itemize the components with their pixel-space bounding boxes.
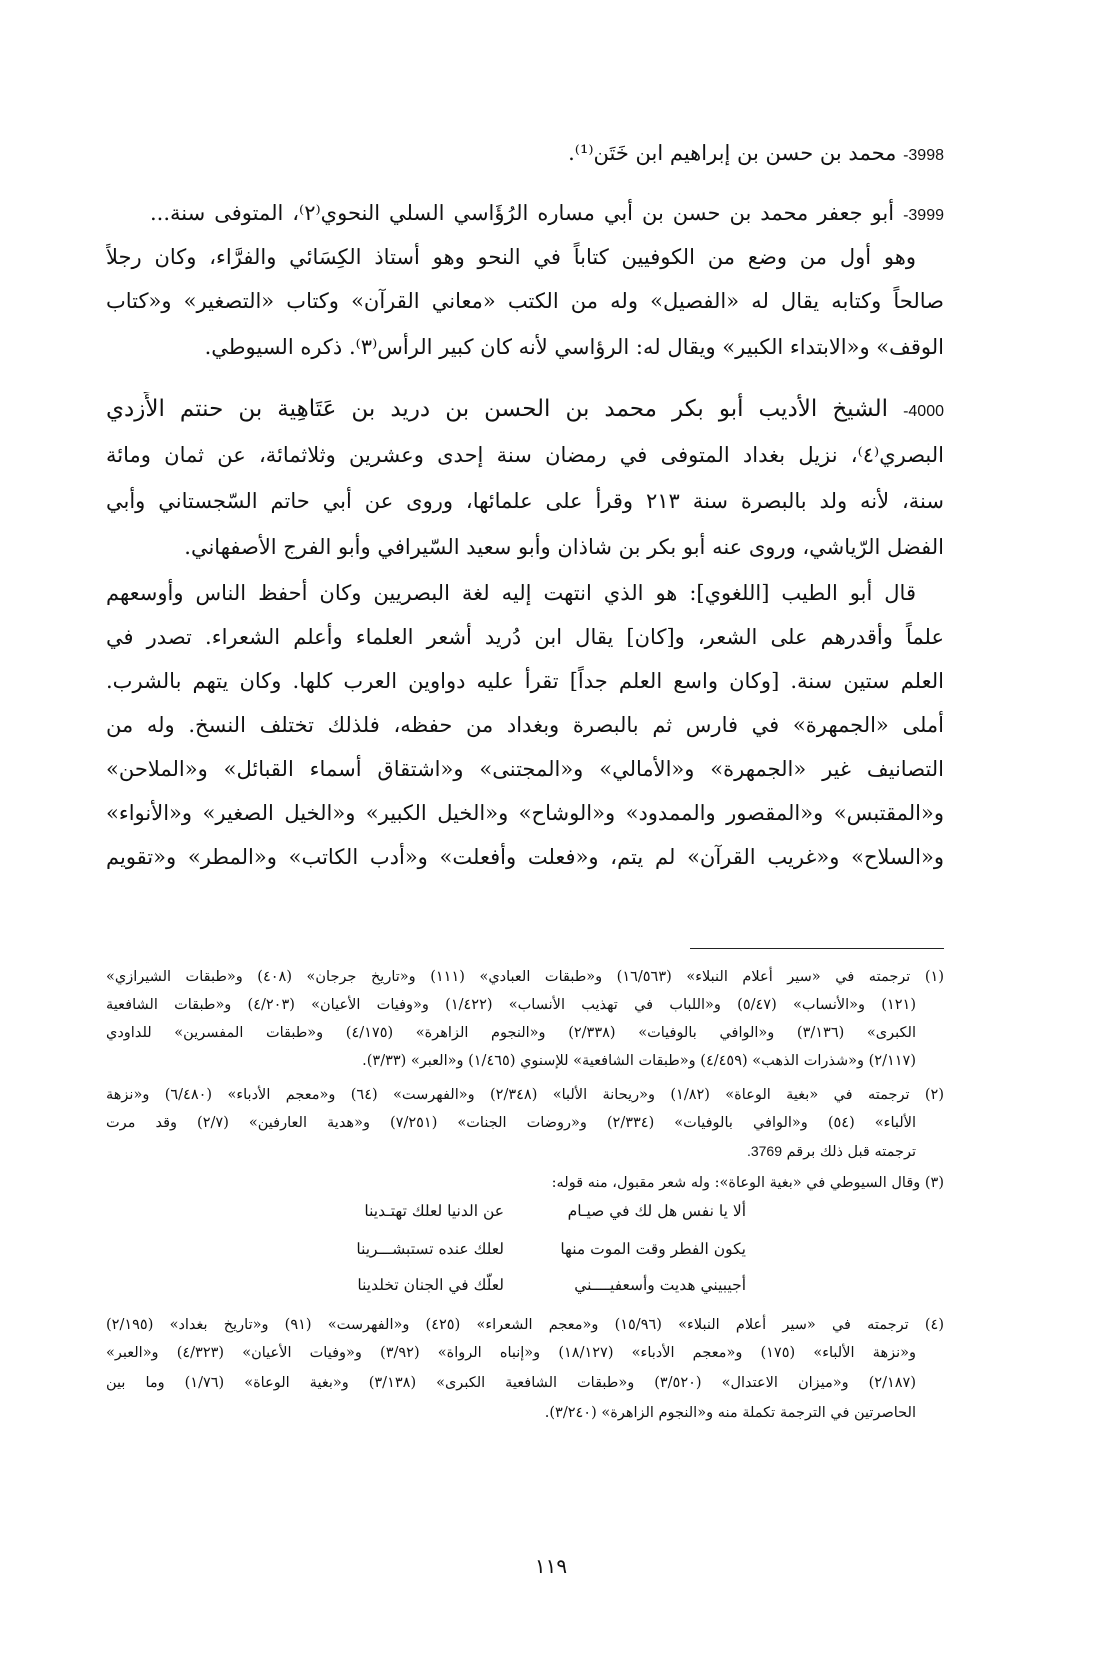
- entry-3999-line: [150, 196, 944, 236]
- footnote-2-line: (٢) ترجمته في «بغية الوعاة» (١/٨٢) و«ريحانة الألبا» (٢/٣٤٨) و«الفهرست» (٦٤) و«معجم الأدباء» (٦/٤٨٠) و«نزهة: [106, 1087, 944, 1103]
- footnote-4-line: (٤) ترجمته في «سير أعلام النبلاء» (١٥/٩٦) و«معجم الشعراء» (٤٢٥) و«الفهرست» (٩١) و«تاريخ بغداد» (٢/١٩٥): [106, 1317, 944, 1333]
- entry-4000-line: الفضل الرّياشي، وروى عنه أبو بكر بن شاذان وأبو سعيد السّيرافي وأبو الفرج الأصفهاني.: [184, 535, 944, 559]
- entry-number: 3998-: [903, 147, 944, 164]
- entry-text: أبو جعفر محمد بن حسن بن أبي مساره الرُؤَاسي السلي النحوي⁽٢⁾، المتوفى سنة...: [150, 201, 895, 225]
- footnote-4-line: الحاصرتين في الترجمة تكملة منه و«النجوم الزاهرة» (٣/٢٤٠).: [544, 1405, 916, 1421]
- page-number: ١١٩: [534, 1554, 568, 1578]
- verse-left-hemistich: عن الدنيا لعلك تهتـدينا: [364, 1202, 504, 1220]
- entry-4000-line: التصانيف غير «الجمهرة» و«الأمالي» و«المجتنى» و«اشتقاق أسماء القبائل» و«الملاحن»: [106, 757, 944, 781]
- footnote-4-line: و«نزهة الألباء» (١٧٥) و«معجم الأدباء» (١٨/١٢٧) و«إنباه الرواة» (٣/٩٢) و«وفيات الأعيان» (٤/٣٢٣) و«العبر»: [106, 1345, 916, 1361]
- cross-reference-number: 3769.: [746, 1143, 783, 1159]
- entry-text: الشيخ الأديب أبو بكر محمد بن الحسن بن دريد بن عَتَاهِية بن حنتم الأَزدي: [106, 396, 889, 422]
- footnote-text: ترجمته قبل ذلك برقم: [786, 1144, 916, 1160]
- footnote-1-line: (١٢١) و«الأنساب» (٥/٤٧) و«اللباب في تهذيب الأنساب» (١/٤٢٢) و«وفيات الأعيان» (٤/٢٠٣) و«طبقات الشافعية: [106, 997, 916, 1013]
- entry-4000-line: البصري⁽٤⁾، نزيل بغداد المتوفى في رمضان سنة إحدى وعشرين وثلاثمائة، عن ثمان ومائة: [106, 443, 944, 467]
- footnote-4-line: (٢/١٨٧) و«ميزان الاعتدال» (٣/٥٢٠) و«طبقات الشافعية الكبرى» (٣/١٣٨) و«بغية الوعاة» (١/٧٦) وما بين: [106, 1375, 916, 1391]
- entry-3998: [480, 136, 944, 176]
- footnote-1-line: (١) ترجمته في «سير أعلام النبلاء» (١٦/٥٦٣) و«طبقات العبادي» (١١١) و«تاريخ جرجان» (٤٠٨) و«طبقات الشيرازي»: [106, 969, 944, 985]
- entry-4000-line: العلم ستين سنة. [وكان واسع العلم جداً] تقرأ عليه دواوين العرب كلها. وكان يتهم بالشرب.: [106, 669, 944, 693]
- entry-3999-line: وهو أول من وضع من الكوفيين كتاباً في النحو وهو أستاذ الكِسَائي والفرَّاء، وكان رجلاً: [106, 245, 916, 269]
- entry-4000-line: أملى «الجمهرة» في فارس ثم بالبصرة وبغداد من حفظه، فلذلك تختلف النسخ. وله من: [106, 713, 944, 737]
- entry-4000-line: علماً وأقدرهم على الشعر، و[كان] يقال ابن دُريد أشعر العلماء وأعلم الشعراء. تصدر في: [106, 625, 944, 649]
- verse-left-hemistich: لعلك عنده تستبشـــرينا: [356, 1240, 504, 1258]
- footnote-divider: [690, 948, 944, 949]
- entry-3999-line: صالحاً وكتابه يقال له «الفصيل» وله من الكتب «معاني القرآن» وكتاب «التصغير» و«كتاب: [106, 289, 944, 313]
- entry-3999-line: الوقف» و«الابتداء الكبير» ويقال له: الرؤاسي لأنه كان كبير الرأس⁽٣⁾. ذكره السيوطي.: [204, 335, 944, 359]
- verse-right-hemistich: ألا يا نفس هل لك في صيـام: [567, 1202, 746, 1220]
- entry-4000-line: و«المقتبس» و«المقصور والممدود» و«الوشاح» و«الخيل الكبير» و«الخيل الصغير» و«الأنواء»: [106, 801, 944, 825]
- footnote-3-line: (٣) وقال السيوطي في «بغية الوعاة»: وله شعر مقبول، منه قوله:: [551, 1175, 944, 1191]
- entry-number: 3999-: [903, 207, 944, 224]
- verse-right-hemistich: يكون الفطر وقت الموت منها: [560, 1240, 746, 1258]
- verse-left-hemistich: لعلّك في الجنان تخلدينا: [357, 1276, 504, 1294]
- footnote-1-line: الكبرى» (٣/١٣٦) و«الوافي بالوفيات» (٢/٣٣٨) و«النجوم الزاهرة» (٤/١٧٥) و«طبقات المفسرين» للداودي: [106, 1025, 916, 1041]
- entry-4000-line: قال أبو الطيب [اللغوي]: هو الذي انتهت إليه لغة البصريين وكان أحفظ الناس وأوسعهم: [106, 581, 916, 605]
- entry-4000-line: [106, 392, 944, 432]
- entry-4000-line: سنة، لأنه ولد بالبصرة سنة ٢١٣ وقرأ على علمائها، وروى عن أبي حاتم السّجستاني وأبي: [106, 489, 944, 513]
- footnote-2-line: [106, 1140, 916, 1168]
- footnote-1-line: (٢/١١٧) و«شذرات الذهب» (٤/٤٥٩) و«طبقات الشافعية» للإسنوي (١/٤٦٥) و«العبر» (٣/٣٣).: [362, 1053, 916, 1069]
- entry-text: محمد بن حسن بن إبراهيم ابن خَتَن⁽¹⁾.: [568, 141, 897, 165]
- verse-right-hemistich: أجيبيني هديت وأسعفيــــني: [574, 1276, 746, 1294]
- entry-4000-line: و«السلاح» و«غريب القرآن» لم يتم، و«فعلت وأفعلت» و«أدب الكاتب» و«المطر» و«تقويم: [106, 845, 944, 869]
- footnote-2-line: الألباء» (٥٤) و«الوافي بالوفيات» (٢/٣٣٤) و«روضات الجنات» (٧/٢٥١) و«هدية العارفين» (٢/٧) وقد مرت: [106, 1115, 916, 1131]
- entry-number: 4000-: [903, 403, 944, 420]
